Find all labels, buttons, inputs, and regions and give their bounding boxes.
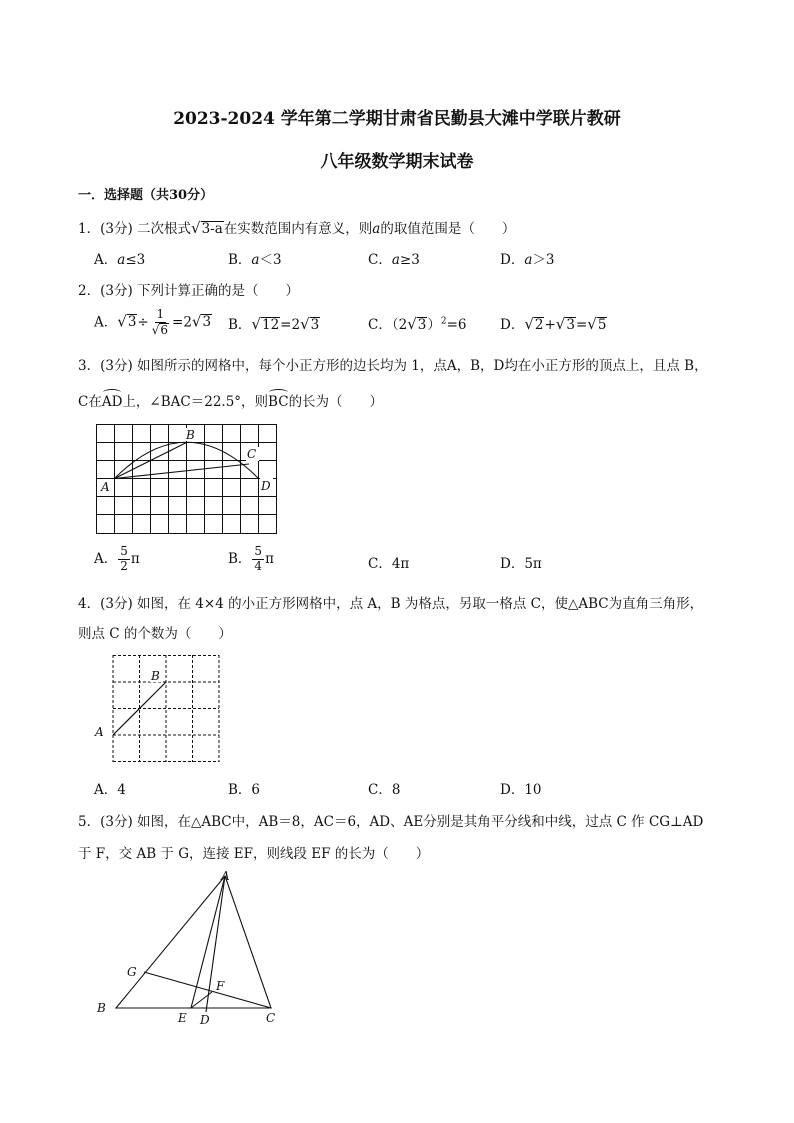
q5-label-a: A [221,869,230,883]
q4-grid-figure [92,650,228,766]
q3-option-b[interactable]: B． $\frac{5}{4}$ π [228,544,274,573]
q3-label-a: A [101,480,110,494]
q3-label-d: D [261,479,271,493]
q2-option-c[interactable]: C．$(2√3)^2=6$ [368,315,467,333]
question-5-stem-line2: 于 F，交 AB 于 G，连接 EF，则线段 EF 的长为（ ） [78,846,430,862]
q3-option-a[interactable]: A． $\frac{5}{2}$ π [94,544,140,573]
q2-option-b[interactable]: B．√12=2√3 [228,315,320,333]
q1-option-d[interactable]: D．a＞3 [500,252,555,268]
q3-option-d[interactable]: D．5π [500,556,542,572]
q5-label-e: E [178,1011,187,1025]
q3-label-c: C [247,447,257,461]
exam-title-line2: 八年级数学期末试卷 [320,152,474,172]
q2-option-a[interactable]: A．√3÷ $\frac{1}{√6}$ =2√3 [94,307,212,337]
q4-option-d[interactable]: D．10 [500,782,542,798]
q4-option-a[interactable]: A．4 [94,782,126,798]
question-4-stem-line2: 则点 C 的个数为（ ） [78,626,232,642]
q5-label-f: F [216,979,225,993]
q5-label-c: C [266,1011,276,1025]
q4-label-a: A [95,725,104,739]
q5-triangle-figure [88,864,288,1032]
q1-option-a[interactable]: A．a≤3 [94,252,146,268]
q4-option-c[interactable]: C．8 [368,782,401,798]
q4-label-b: B [151,669,160,683]
q1-option-c[interactable]: C．a≥3 [368,252,420,268]
q3-grid-figure [96,424,280,536]
question-4-stem-line1: 4．(3分) 如图，在 4×4 的小正方形网格中，点 A，B 为格点，另取一格点 C，使△ABC为直角三角形， [78,596,704,612]
exam-title-line1: 2023-2024 学年第二学期甘肃省民勤县大滩中学联片教研 [173,109,621,129]
question-3-stem-line1: 3．(3分) 如图所示的网格中，每个小正方形的边长均为 1，点A，B，D均在小正方形的顶点上，且点 B， [78,358,708,374]
question-5-stem-line1: 5．(3分) 如图，在△ABC中，AB＝8，AC＝6，AD、AE分别是其角平分线和中线，过点 C 作 CG⊥AD [78,814,704,830]
section-heading: 一．选择题（共30分） [78,188,214,203]
q3-option-c[interactable]: C．4π [368,556,410,572]
q1-option-b[interactable]: B．a＜3 [228,252,282,268]
question-3-stem-line2: C在AD上，∠BAC＝22.5°，则BC的长为（ ） [78,394,384,410]
q4-option-b[interactable]: B．6 [228,782,261,798]
q5-label-d: D [200,1013,210,1027]
q5-label-g: G [127,965,137,979]
q5-label-b: B [97,1001,106,1015]
q2-option-d[interactable]: D．√2+√3=√5 [500,315,607,333]
q3-label-b: B [186,428,195,442]
question-1-stem: 1．(3分) 二次根式√3-a在实数范围内有意义，则a的取值范围是（ ） [78,219,516,237]
question-2-stem: 2．(3分) 下列计算正确的是（ ） [78,283,300,299]
